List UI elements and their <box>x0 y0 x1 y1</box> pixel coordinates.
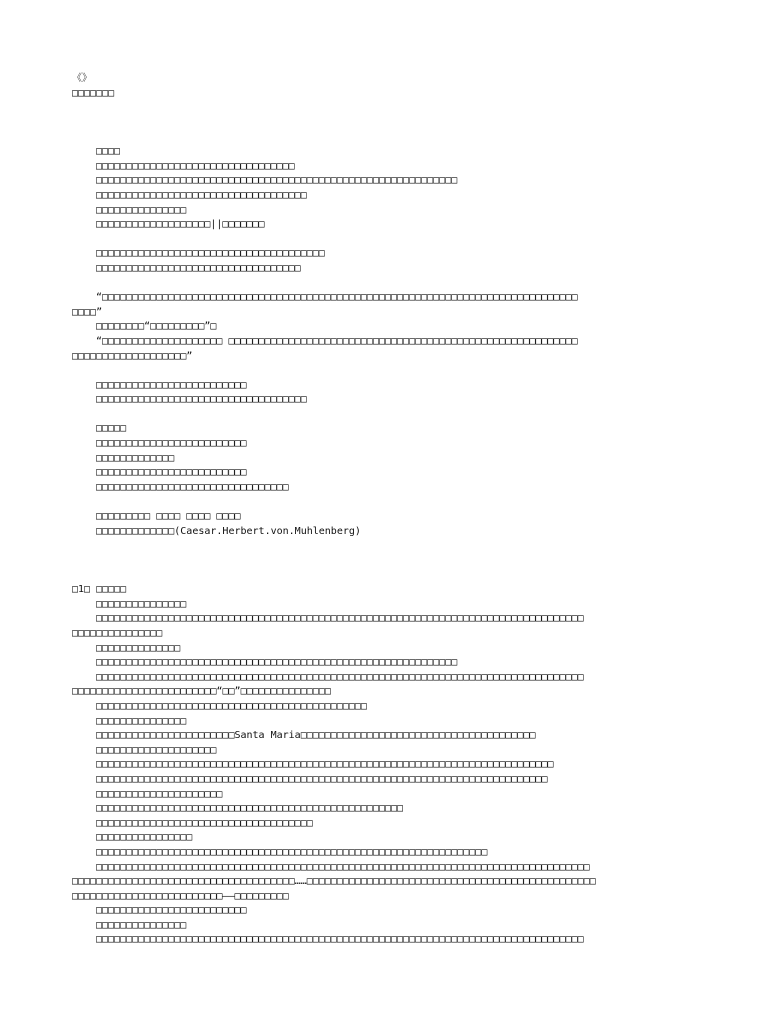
quote-line: □□□□□□□□“□□□□□□□□□”□ <box>96 321 217 333</box>
text-line: □□□□□□□□□□□□□□□ <box>96 204 187 216</box>
text-line: □□□□□ <box>96 423 127 435</box>
chapter-text-line: □□□□□□□□□□□□□□□□□□□□□□□□□——□□□□□□□□□ <box>72 890 289 902</box>
chapter-text-line: □□□□□□□□□□□□□□ <box>96 642 181 654</box>
title-mark: 《》 <box>72 73 92 84</box>
quote-line: “□□□□□□□□□□□□□□□□□□□□□□□□□□□□□□□□□□□□□□□□□□□□□□□□□□□□□□□□□□□□□□□□□□□□□□□□□□□□□□□ <box>96 292 578 304</box>
text-line: □□□□□□□□□□□□□□□□□□□□□□□□□ <box>96 438 247 450</box>
chapter-text-line: □□□□□□□□□□□□□□□□□□□□□□□Santa Maria□□□□□□□□□□□□□□□□□□□□□□□□□□□□□□□□□□□□□□□ <box>96 730 536 742</box>
chapter-text-line: □□□□□□□□□□□□□□□□□□□□□□□□□□□□□□□□□□□□□……□□□□□□□□□□□□□□□□□□□□□□□□□□□□□□□□□□□□□□□□□□□□□□□□ <box>72 876 596 888</box>
text-line: □□□□□□□□□□□□□□□□□□□□□□□□□□□□□□□□ <box>96 481 289 493</box>
chapter-text-line: □□□□□□□□□□□□□□□□□□□□□□□□□□□□□□□□□□□□□□□□□□□□□□□□□□□□□□□□□□□□□□□□□□□□□□□□□□□□□□□□□ <box>96 671 584 683</box>
text-line: □□□□□□□□□□□□□□□□□□□□□□□□□□□□□□□□□□□□□□ <box>96 248 325 260</box>
chapter-text-line: □□□□□□□□□□□□□□□□□□□□□□□□□□□□□□□□□□□□□□□□□□□□□□□□□□□ <box>96 803 404 815</box>
text-line: □□□□□□□□□□□□□□□□□□□□□□□□□□□□□□□□□ <box>96 160 295 172</box>
paragraph-5 <box>72 422 702 495</box>
quote-line: “□□□□□□□□□□□□□□□□□□□□ □□□□□□□□□□□□□□□□□□□□□□□□□□□□□□□□□□□□□□□□□□□□□□□□□□□□□□□□□□ <box>96 335 578 347</box>
chapter-text-line: □□□□□□□□□□□□□□□ <box>96 715 187 727</box>
intro-block <box>72 145 702 233</box>
chapter-text-line: □□□□□□□□□□□□□□□□□□□□□□□□□□□□□□□□□□□□□□□□□□□□□ <box>96 700 367 712</box>
text-line: □□□□□□□□□□□□□□□□□□□□□□□□□□□□□□□□□□□ <box>96 394 307 406</box>
chapter-text-line: □□□□□□□□□□□□□□□ <box>96 919 187 931</box>
chapter-text-line: □□□□□□□□□□□□□□□□□□□□□□□□□□□□□□□□□□□□□□□□□□□□□□□□□□□□□□□□□□□□ <box>96 657 458 669</box>
text-line: □□□□□□□□□□□□□□□□□□□□□□□□□□□□□□□□□□□ <box>96 189 307 201</box>
text-line: □□□□□□□□□□□□□□□□□□□||□□□□□□□ <box>96 219 265 231</box>
chapter-text-line: □□□□□□□□□□□□□□□□□□□□□ <box>96 788 223 800</box>
paragraph-4 <box>72 379 702 408</box>
credits-line: □□□□□□□□□□□□□(Caesar.Herbert.von.Muhlenberg) <box>96 525 361 537</box>
text-line: □□□□□□□□□□□□□ <box>96 452 175 464</box>
text-line: □□□□□□□□□□□□□□□□□□□□□□□□□ <box>96 379 247 391</box>
text-line: □□□□□□□□□□□□□□□□□□□□□□□□□ <box>96 467 247 479</box>
chapter-text-line: □□□□□□□□□□□□□□□□ <box>96 832 193 844</box>
chapter-text-line: □□□□□□□□□□□□□□□□□□□□□□□□□□□□□□□□□□□□□□□□□□□□□□□□□□□□□□□□□□□□□□□□□□□□□□□□□□□□ <box>96 759 554 771</box>
chapter-text-line: □□□□□□□□□□□□□□□□□□□□□□□□□□□□□□□□□□□□ <box>96 817 313 829</box>
document-page <box>72 72 702 948</box>
chapter-text-line: □□□□□□□□□□□□□□□□□□□□□□□□□□□□□□□□□□□□□□□□□□□□□□□□□□□□□□□□□□□□□□□□□□□□□□□□□□□□□□□□□□ <box>96 861 590 873</box>
chapter-text-line: □□□□□□□□□□□□□□□□□□□□ <box>96 744 217 756</box>
chapter-text-line: □□□□□□□□□□□□□□□□□□□□□□□□□□□□□□□□□□□□□□□□□□□□□□□□□□□□□□□□□□□□□□□□□□□□□□□□□□□□□□□□□ <box>96 613 584 625</box>
text-line: □□□□ <box>96 146 121 158</box>
credits-block <box>72 510 702 539</box>
quote-line: □□□□□□□□□□□□□□□□□□□” <box>72 350 193 362</box>
text-line: □□□□□□□□□□□□□□□□□□□□□□□□□□□□□□□□□□ <box>96 262 301 274</box>
text-line: □□□□□□□□□□□□□□□□□□□□□□□□□□□□□□□□□□□□□□□□□□□□□□□□□□□□□□□□□□□□ <box>96 175 458 187</box>
chapter-text-line: □□□□□□□□□□□□□□□□□□□□□□□□□□□□□□□□□□□□□□□□□□□□□□□□□□□□□□□□□□□□□□□□□□□□□□□□□□□□□□□□□ <box>96 934 584 946</box>
credits-line: □□□□□□□□□ □□□□ □□□□ □□□□ <box>96 511 241 523</box>
quote-block <box>72 291 702 364</box>
chapter-text-line: □□□□□□□□□□□□□□□□□□□□□□□□□ <box>96 905 247 917</box>
chapter-text-line: □□□□□□□□□□□□□□□ <box>72 628 163 639</box>
chapter-body <box>72 598 702 948</box>
chapter-text-line: □□□□□□□□□□□□□□□□□□□□□□□□□□□□□□□□□□□□□□□□□□□□□□□□□□□□□□□□□□□□□□□□□□□□□□□□□□□ <box>96 773 548 785</box>
book-subtitle: □□□□□□□ <box>72 87 115 99</box>
chapter-text-line: □□□□□□□□□□□□□□□□□□□□□□□□□□□□□□□□□□□□□□□□□□□□□□□□□□□□□□□□□□□□□□□□□ <box>96 846 488 858</box>
chapter-text-line: □□□□□□□□□□□□□□□□□□□□□□□□“□□”□□□□□□□□□□□□□□□ <box>72 686 331 698</box>
chapter-text-line: □□□□□□□□□□□□□□□ <box>96 598 187 610</box>
paragraph-2 <box>72 247 702 276</box>
chapter-heading: □1□ □□□□□ <box>72 584 127 596</box>
quote-line: □□□□” <box>72 306 103 318</box>
